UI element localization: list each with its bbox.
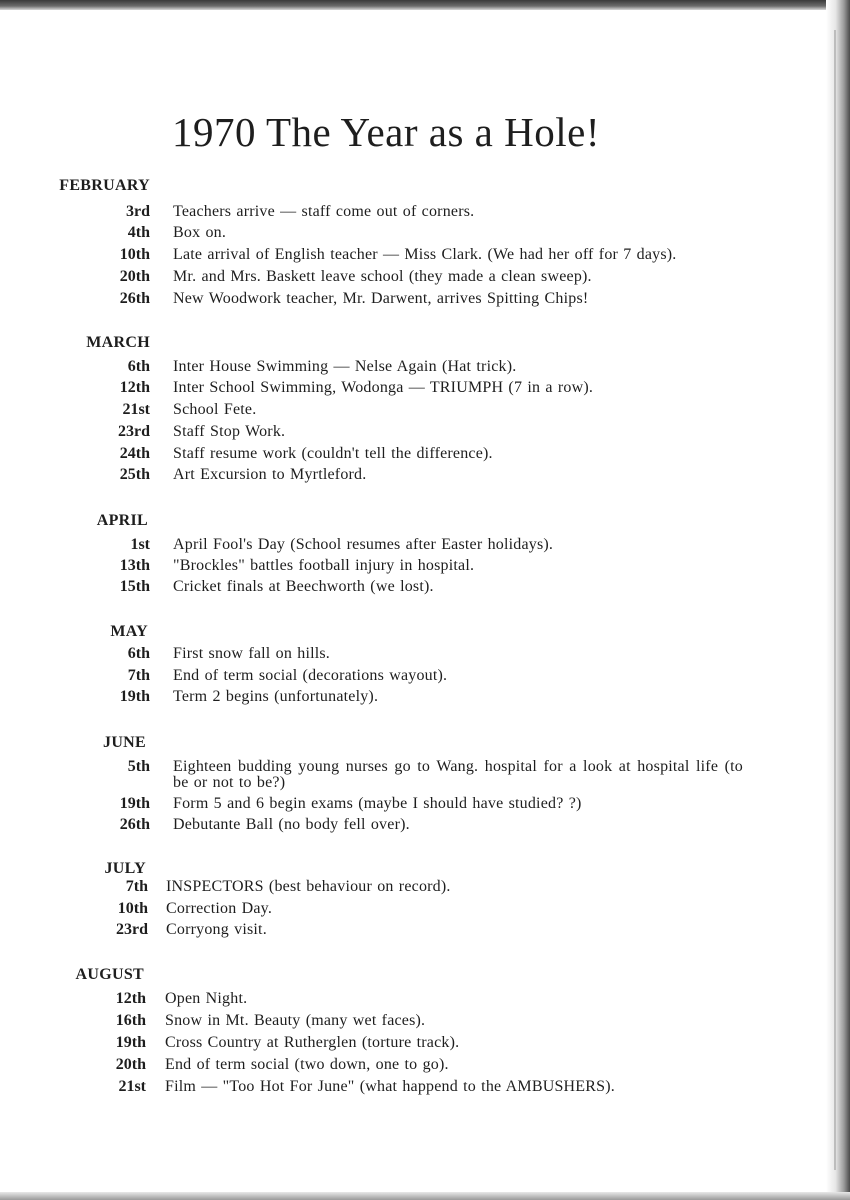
scan-edge-right	[826, 0, 850, 1200]
event-text: Form 5 and 6 begin exams (maybe I should have studied? ?)	[173, 795, 582, 812]
event-text: Eighteen budding young nurses go to Wang. hospital for a look at hospital life (to be or not to be?)	[173, 758, 743, 791]
event-day: 16th	[115, 1012, 146, 1029]
event-day: 19th	[119, 795, 150, 812]
month-heading: JULY	[104, 860, 146, 877]
event-day: 20th	[119, 268, 150, 285]
event-day: 3rd	[126, 203, 150, 220]
event-text: Staff Stop Work.	[173, 423, 286, 440]
event-day: 21st	[122, 401, 150, 418]
event-text: INSPECTORS (best behaviour on record).	[166, 878, 451, 895]
event-text: Debutante Ball (no body fell over).	[173, 816, 410, 833]
event-day: 7th	[125, 878, 148, 895]
event-text: Art Excursion to Myrtleford.	[173, 466, 367, 483]
event-text: Inter House Swimming — Nelse Again (Hat trick).	[173, 358, 517, 375]
event-day: 5th	[127, 758, 150, 775]
event-day: 12th	[115, 990, 146, 1007]
event-day: 26th	[119, 816, 150, 833]
event-day: 19th	[119, 688, 150, 705]
event-text: Cricket finals at Beechworth (we lost).	[173, 578, 434, 595]
event-text: Staff resume work (couldn't tell the difference).	[173, 445, 493, 462]
event-day: 1st	[130, 536, 150, 553]
month-heading: MARCH	[86, 334, 150, 351]
event-day: 4th	[127, 224, 150, 241]
event-day: 6th	[127, 645, 150, 662]
month-heading: FEBRUARY	[59, 177, 150, 194]
event-day: 26th	[119, 290, 150, 307]
event-text: Inter School Swimming, Wodonga — TRIUMPH (7 in a row).	[173, 379, 594, 396]
event-text: Correction Day.	[166, 900, 273, 917]
month-heading: APRIL	[96, 512, 148, 529]
event-day: 12th	[119, 379, 150, 396]
event-text: Corryong visit.	[166, 921, 267, 938]
event-day: 15th	[119, 578, 150, 595]
event-text: First snow fall on hills.	[173, 645, 331, 662]
scan-edge-top	[0, 0, 850, 10]
page-title: 1970 The Year as a Hole!	[172, 109, 600, 155]
event-day: 13th	[119, 557, 150, 574]
event-day: 24th	[119, 445, 150, 462]
event-day: 21st	[118, 1078, 146, 1095]
event-text: School Fete.	[173, 401, 257, 418]
event-text: April Fool's Day (School resumes after Easter holidays).	[173, 536, 554, 553]
event-day: 23rd	[118, 423, 150, 440]
event-day: 10th	[119, 246, 150, 263]
event-text: Mr. and Mrs. Baskett leave school (they made a clean sweep).	[173, 268, 592, 285]
event-day: 20th	[115, 1056, 146, 1073]
month-heading: AUGUST	[75, 966, 144, 983]
event-text: Cross Country at Rutherglen (torture track).	[165, 1034, 460, 1051]
event-day: 19th	[115, 1034, 146, 1051]
event-day: 10th	[117, 900, 148, 917]
event-text: Film — "Too Hot For June" (what happend to the AMBUSHERS).	[165, 1078, 615, 1095]
month-heading: JUNE	[103, 734, 146, 751]
event-text: Term 2 begins (unfortunately).	[173, 688, 379, 705]
event-text: "Brockles" battles football injury in hospital.	[173, 557, 475, 574]
event-text: New Woodwork teacher, Mr. Darwent, arrives Spitting Chips!	[173, 290, 589, 307]
month-heading: MAY	[110, 623, 148, 640]
event-text: End of term social (two down, one to go).	[165, 1056, 449, 1073]
event-text: Box on.	[173, 224, 227, 241]
event-text: Snow in Mt. Beauty (many wet faces).	[165, 1012, 426, 1029]
event-day: 7th	[127, 667, 150, 684]
event-text: End of term social (decorations wayout).	[173, 667, 448, 684]
event-text: Teachers arrive — staff come out of corners.	[173, 203, 475, 220]
event-text: Late arrival of English teacher — Miss Clark. (We had her off for 7 days).	[173, 246, 677, 263]
event-day: 6th	[127, 358, 150, 375]
event-day: 23rd	[116, 921, 148, 938]
event-text: Open Night.	[165, 990, 248, 1007]
scan-crease	[834, 30, 836, 1170]
event-day: 25th	[119, 466, 150, 483]
scan-edge-bottom	[0, 1192, 850, 1200]
